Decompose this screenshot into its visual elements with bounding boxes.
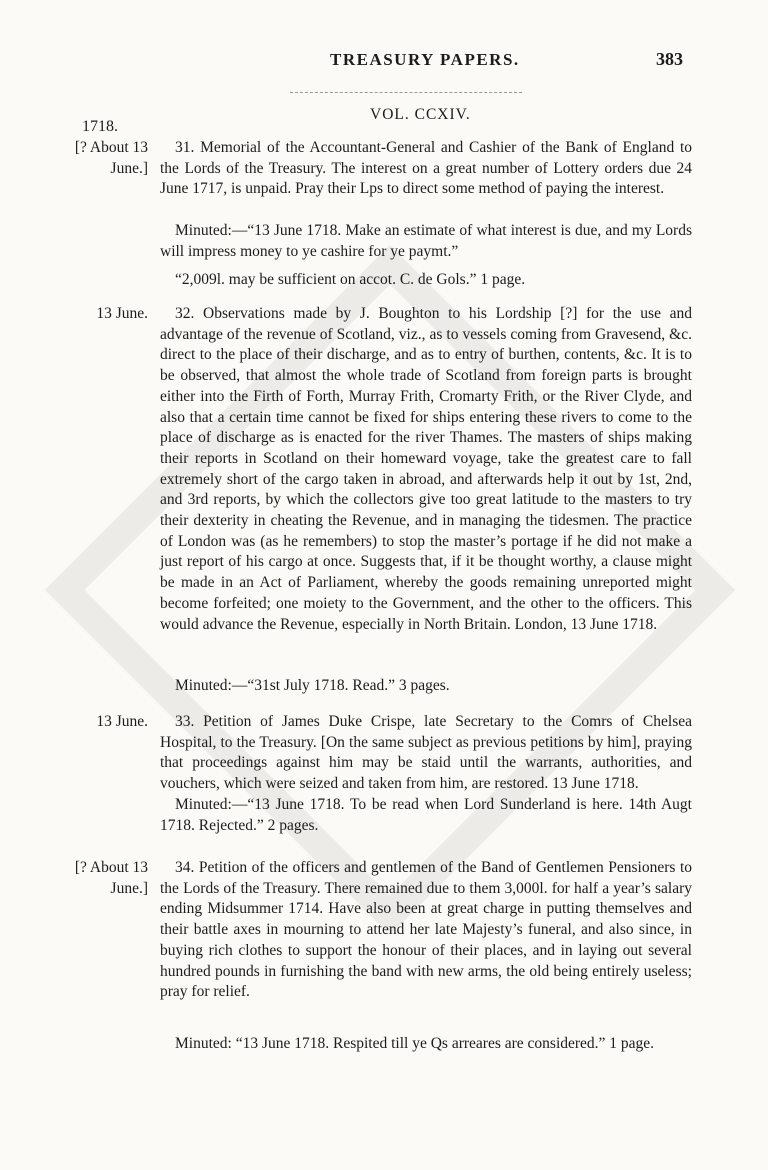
volume-heading: VOL. CCXIV. (370, 106, 471, 123)
entry-31-note: “2,009l. may be sufficient on accot. C. de Gols.” 1 page. (175, 271, 526, 288)
entry-33-margin-date: 13 June. (96, 713, 148, 730)
entry-32-text: 32. Observations made by J. Boughton to his Lordship [?] for the use and advantage of the revenue of Scotland, viz., as to vessels coming from Gravesend, &c. direct to the place of their discharge, and as to entry of burthen, contents, &c. It is to be observed, that almost the whole trade of Scotland from foreign parts is brought either into the Firth of Forth, Murray Frith, Cromarty Frith, or the River Clyde, and also that a certain time cannot be fixed for ships entering these rivers to come to the place of discharge as is enacted for the river Thames. The masters of ships making their reports in Scotland on their homeward voyage, take the greatest care to fall extremely short of the cargo taken in abroad, and afterwards help it out by 1st, 2nd, and 3rd reports, by which the collectors give too great latitude to the masters to try their dexterity in cheating the Revenue, and in managing the tidesmen. The practice of London was (as he remembers) to stop the master’s portage if he did not make a just report of his cargo at once. Suggests that, if it be thought worthy, a clause might be made in an Act of Parliament, whereby the goods remaining unreported might become forfeited; one moiety to the Government, and the other to the officers. This would advance the Revenue, especially in North Britain. London, 13 June 1718. (160, 305, 692, 633)
page-number: 383 (656, 49, 683, 69)
entry-31-minuted: Minuted:—“13 June 1718. Make an estimate of what interest is due, and my Lords will impress money to ye cashire for ye paymt.” (160, 222, 692, 260)
entry-34-margin-date: [? About 13 June.] (74, 859, 148, 897)
entry-34-text: 34. Petition of the officers and gentlemen of the Band of Gentlemen Pensioners to the Lords of the Treasury. There remained due to them 3,000l. for half a year’s salary ending Midsummer 1714. Have also been at great charge in putting themselves and their battle axes in mourning to attend her late Majesty’s funeral, and also since, in buying rich clothes to support the honour of their places, and in laying out several hundred pounds in furnishing the band with new arms, the old being entirely useless; pray for relief. (160, 859, 692, 1001)
entry-32-margin-date: 13 June. (96, 305, 148, 322)
running-header-title: TREASURY PAPERS. (330, 50, 520, 69)
entry-33-minuted: Minuted:—“13 June 1718. To be read when Lord Sunderland is here. 14th Augt 1718. Rejected.” 2 pages. (160, 796, 692, 834)
entry-31-margin-date: [? About 13 June.] (74, 139, 148, 177)
entry-32-minuted: Minuted:—“31st July 1718. Read.” 3 pages. (175, 677, 450, 694)
entry-33-text: 33. Petition of James Duke Crispe, late Secretary to the Comrs of Chelsea Hospital, to the Treasury. [On the same subject as previous petitions by him], praying that proceedings against him may be staid until the warrants, authorities, and vouchers, which were seized and taken from him, are restored. 13 June 1718. (160, 713, 692, 793)
entry-34-minuted: Minuted: “13 June 1718. Respited till ye Qs arreares are considered.” 1 page. (175, 1035, 655, 1052)
header-rule (290, 92, 522, 93)
year-marginal: 1718. (82, 118, 118, 135)
entry-31-text: 31. Memorial of the Accountant-General and Cashier of the Bank of England to the Lords of the Treasury. The interest on a great number of Lottery orders due 24 June 1717, is unpaid. Pray their Lps to direct some method of paying the interest. (160, 139, 692, 198)
